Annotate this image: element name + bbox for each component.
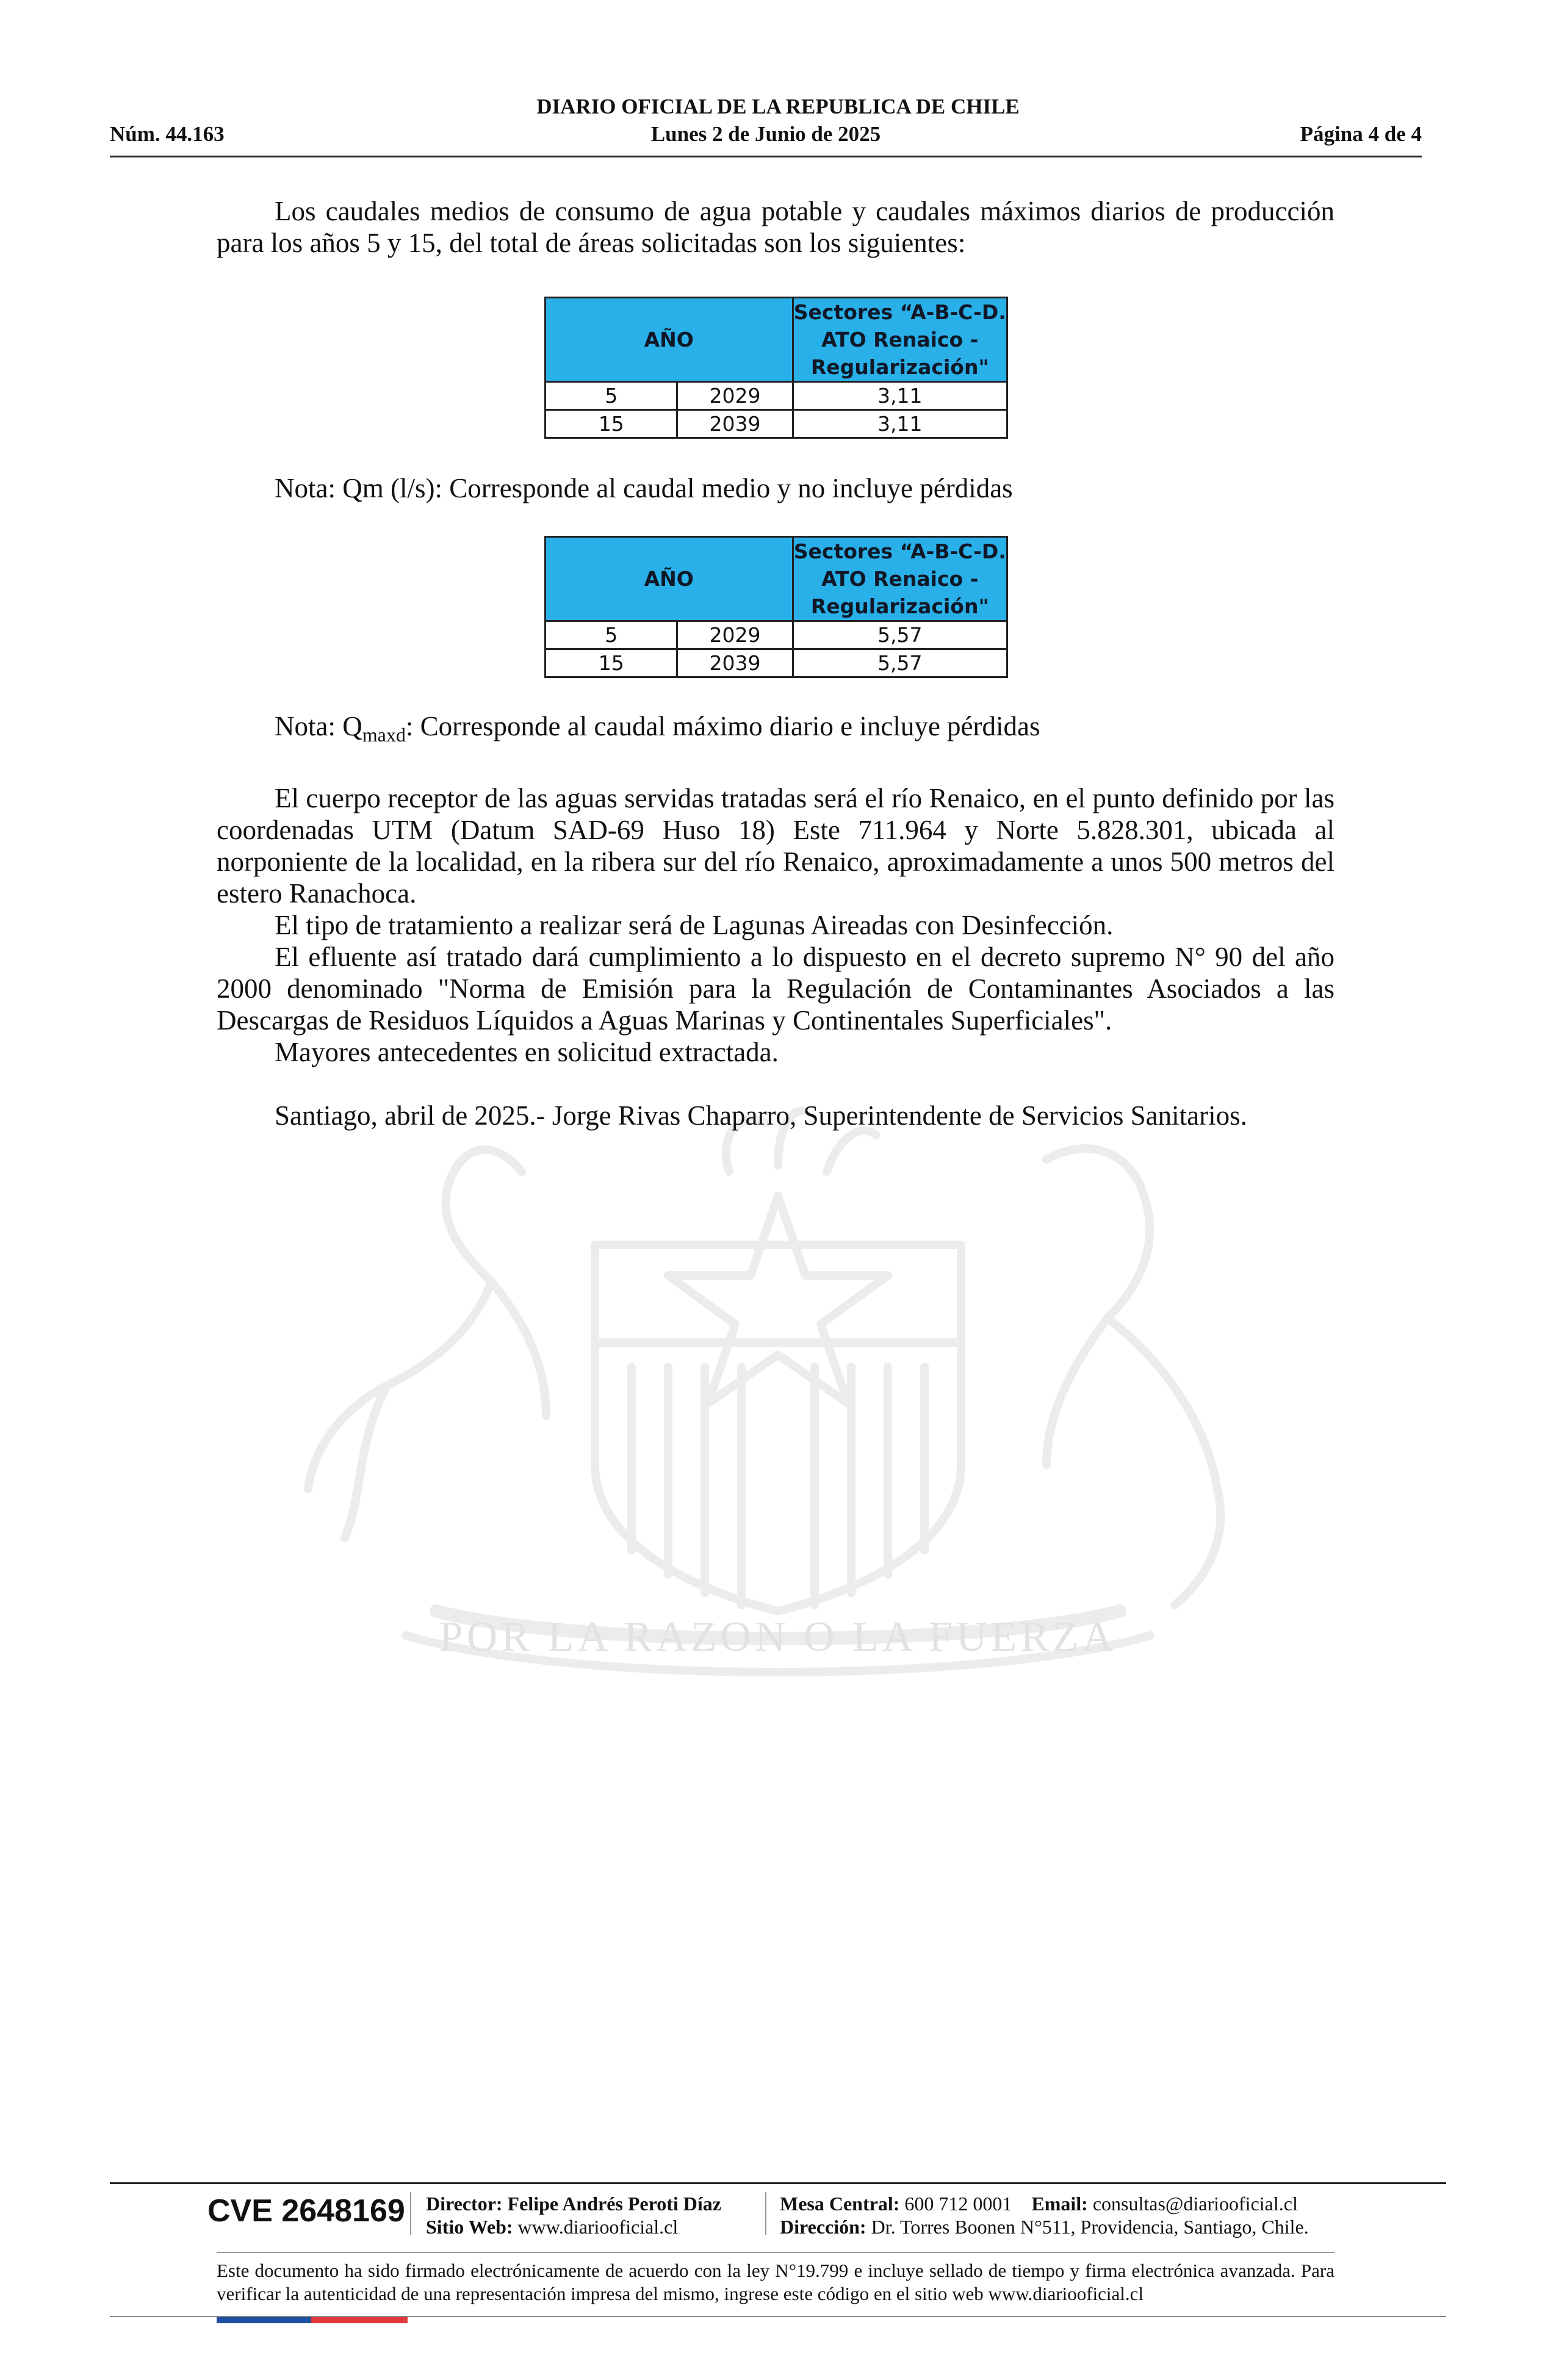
receiving-body-paragraph: El cuerpo receptor de las aguas servidas tratadas será el río Renaico, en el punto definido por las coordenadas UTM (Datum SAD-69 Huso 18) Este 711.964 y Norte 5.828.301, ubicada al norponiente de la localidad, en la ribera sur del río Renaico, aproximadamente a unos 500 metros del estero Ranachoca. <box>217 783 1334 909</box>
electronic-signature-note: Este documento ha sido firmado electrónicamente de acuerdo con la ley N°19.799 e incluye sellado de tiempo y firma electrónica avanzada. Para verificar la autenticidad de una representación impresa del mismo, ingrese este código en el sitio web www.diariooficial.cl <box>217 2260 1334 2304</box>
address-info <box>780 2215 1309 2238</box>
mesa-label: Mesa Central: <box>780 2193 900 2215</box>
director-label: Director: <box>426 2193 503 2215</box>
note-average-flow: Nota: Qm (l/s): Corresponde al caudal medio y no incluye pérdidas <box>275 473 1013 503</box>
year-cell: 2029 <box>677 382 793 410</box>
coat-of-arms-watermark <box>204 1098 1352 1684</box>
note2-subscript: maxd <box>362 724 406 746</box>
note2-prefix: Nota: Q <box>275 711 362 741</box>
average-flow-table <box>544 297 1008 439</box>
email-link[interactable]: consultas@diariooficial.cl <box>1092 2193 1298 2215</box>
cve-code: CVE 2648169 <box>207 2193 405 2229</box>
table-row <box>546 410 1007 438</box>
year-index-cell: 5 <box>546 621 677 649</box>
watermark-motto: POR LA RAZON O LA FUERZA <box>439 1614 1117 1661</box>
flag-stripe-red <box>311 2317 408 2323</box>
issue-number: Núm. 44.163 <box>110 122 225 146</box>
year-header: AÑO <box>546 298 793 382</box>
footer-divider-top <box>110 2182 1446 2184</box>
year-cell: 2029 <box>677 621 793 649</box>
intro-block <box>217 195 1334 259</box>
signature-line: Santiago, abril de 2025.- Jorge Rivas Chaparro, Superintendente de Servicios Sanitarios. <box>275 1100 1247 1131</box>
director-info <box>426 2192 721 2215</box>
header-row <box>110 122 1422 149</box>
max-daily-flow-table <box>544 536 1008 678</box>
footer-divider-mid <box>217 2252 1334 2253</box>
year-cell: 2039 <box>677 649 793 677</box>
director-name: Felipe Andrés Peroti Díaz <box>507 2193 721 2215</box>
website-link[interactable]: www.diariooficial.cl <box>517 2216 679 2238</box>
year-index-cell: 5 <box>546 382 677 410</box>
footer-separator <box>410 2192 411 2235</box>
email-label: Email: <box>1031 2193 1088 2215</box>
website-label: Sitio Web: <box>426 2216 513 2238</box>
table-row <box>546 382 1007 410</box>
main-text-block <box>217 710 1334 1131</box>
header-divider <box>110 156 1422 157</box>
table-header-row <box>546 537 1007 621</box>
flow-value-cell: 3,11 <box>793 382 1007 410</box>
address-value: Dr. Torres Boonen N°511, Providencia, Santiago, Chile. <box>871 2216 1309 2238</box>
sector-header: Sectores “A-B-C-D. ATO Renaico - Regularización" <box>793 537 1007 621</box>
year-cell: 2039 <box>677 410 793 438</box>
effluent-compliance-paragraph: El efluente así tratado dará cumplimiento a lo dispuesto en el decreto supremo N° 90 del año 2000 denominado "Norma de Emisión para la Regulación de Contaminantes Asociados a las Descargas de Residuos Líquidos a Aguas Marinas y Continentales Superficiales". <box>217 942 1334 1036</box>
issue-date: Lunes 2 de Junio de 2025 <box>650 122 881 146</box>
table-row <box>546 621 1007 649</box>
year-index-cell: 15 <box>546 410 677 438</box>
flag-stripe-blue <box>217 2317 311 2323</box>
address-label: Dirección: <box>780 2216 866 2238</box>
flow-value-cell: 5,57 <box>793 649 1007 677</box>
flow-value-cell: 5,57 <box>793 621 1007 649</box>
year-index-cell: 15 <box>546 649 677 677</box>
mesa-phone: 600 712 0001 <box>904 2193 1012 2215</box>
website-info <box>426 2215 678 2238</box>
gazette-title: DIARIO OFICIAL DE LA REPUBLICA DE CHILE <box>536 95 1020 118</box>
year-header: AÑO <box>546 537 793 621</box>
table-row <box>546 649 1007 677</box>
note-max-daily-flow <box>217 710 1334 751</box>
more-info-paragraph: Mayores antecedentes en solicitud extractada. <box>275 1037 779 1067</box>
contact-info <box>780 2192 1298 2215</box>
note2-rest: : Corresponde al caudal máximo diario e incluye pérdidas <box>405 711 1040 741</box>
note-block-1 <box>217 472 1334 504</box>
footer-separator <box>765 2192 766 2235</box>
page-number: Página 4 de 4 <box>1300 122 1422 146</box>
table-header-row <box>546 298 1007 382</box>
intro-paragraph: Los caudales medios de consumo de agua potable y caudales máximos diarios de producción para los años 5 y 15, del total de áreas solicitadas son los siguientes: <box>217 196 1334 258</box>
treatment-type-paragraph: El tipo de tratamiento a realizar será de Lagunas Aireadas con Desinfección. <box>275 910 1114 940</box>
flow-value-cell: 3,11 <box>793 410 1007 438</box>
sector-header: Sectores “A-B-C-D. ATO Renaico - Regularización" <box>793 298 1007 382</box>
